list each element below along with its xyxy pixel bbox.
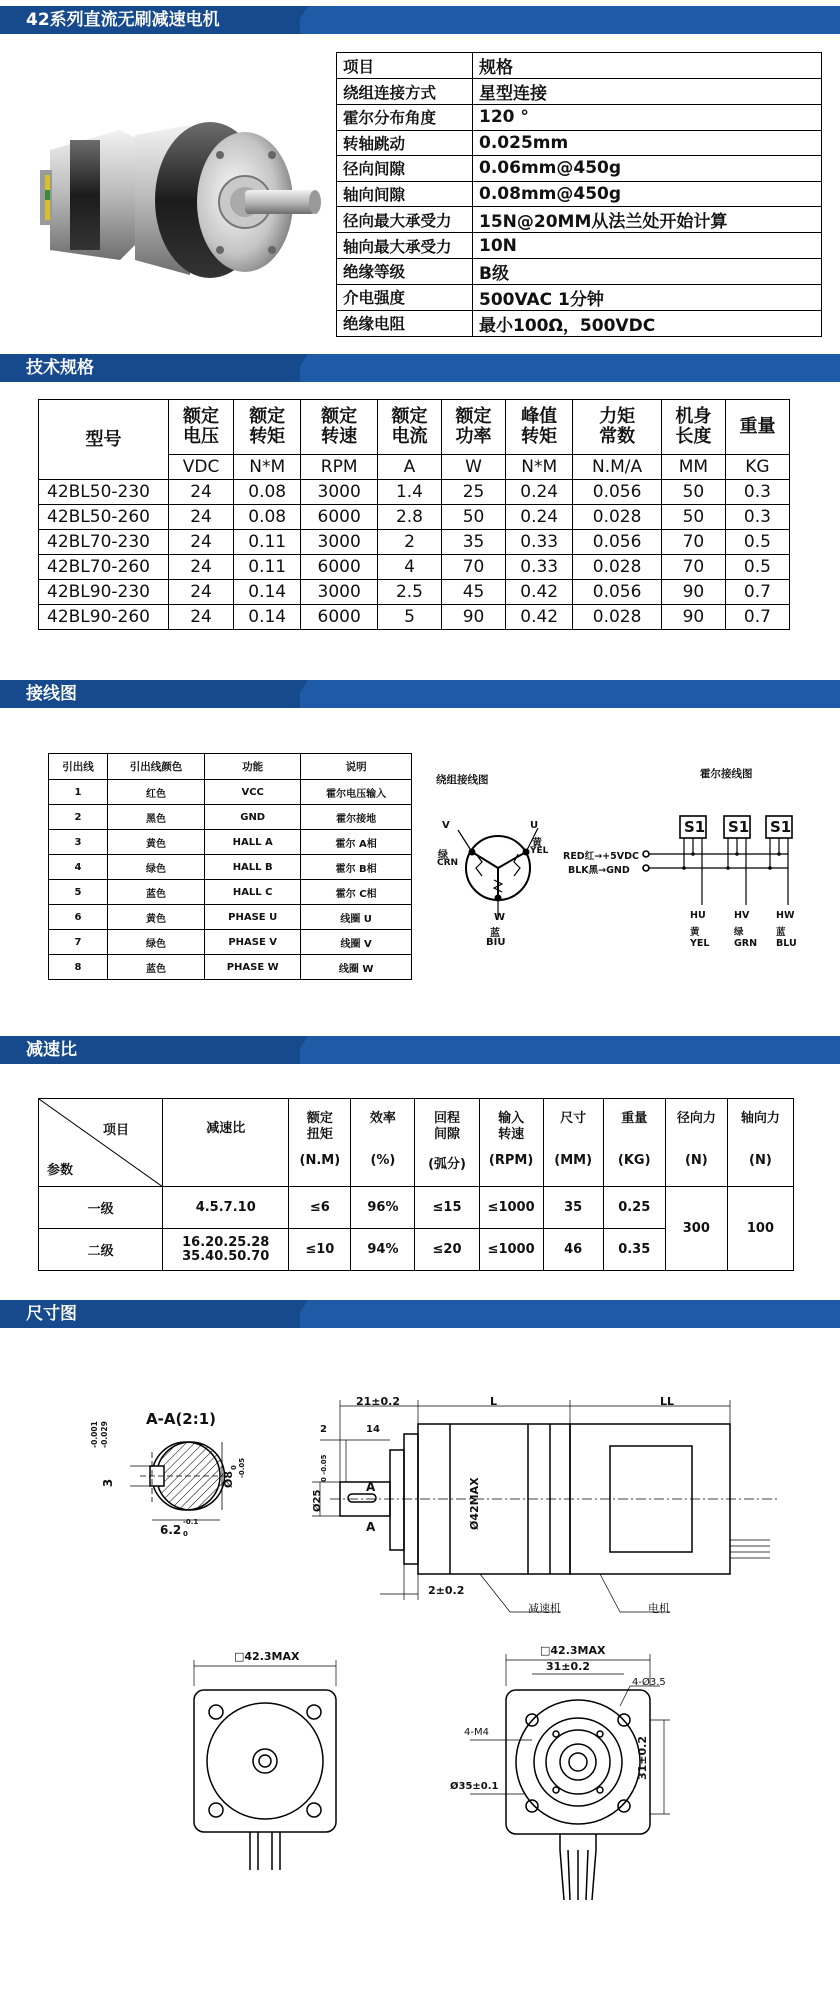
wiring-cell: PHASE U [205, 905, 301, 930]
tech-cell: 25 [442, 480, 506, 505]
spec-value: 规格 [473, 53, 822, 79]
dim-d25: Ø25 [312, 1489, 323, 1512]
tech-cell: 70 [442, 555, 506, 580]
spec-row [337, 207, 822, 233]
section-bar-wiring [0, 680, 840, 708]
tech-cell: 0.24 [506, 505, 573, 530]
dim-21: 21±0.2 [356, 1395, 401, 1408]
wiring-row [49, 880, 412, 905]
section-title-product: 42系列直流无刷减速电机 [26, 10, 220, 30]
wiring-cell: HALL C [205, 880, 301, 905]
tech-row [39, 580, 790, 605]
tech-cell: 0.056 [573, 530, 662, 555]
section-bar-reduction [0, 1036, 840, 1064]
reduction-header [727, 1099, 793, 1187]
tech-cell: 3000 [301, 480, 378, 505]
wiring-cell: 蓝色 [107, 955, 204, 980]
wiring-cell: PHASE W [205, 955, 301, 980]
dim-LL: LL [660, 1395, 675, 1408]
tech-header: 机身 长度 [661, 400, 725, 455]
winding-w-cn: 蓝 [490, 928, 500, 939]
wiring-cell: VCC [205, 780, 301, 805]
tech-row [39, 605, 790, 630]
winding-diagram-title: 绕组接线图 [436, 774, 489, 786]
spec-key: 项目 [337, 53, 473, 79]
tech-cell: 24 [169, 505, 234, 530]
wiring-cell: 霍尔接地 [301, 805, 412, 830]
tech-cell: 70 [661, 530, 725, 555]
tech-cell: 50 [661, 505, 725, 530]
spec-key: 轴向间隙 [337, 181, 473, 207]
tech-model-header: 型号 [39, 400, 169, 480]
tech-cell: 0.5 [725, 555, 789, 580]
tech-header: 峰值 转矩 [506, 400, 573, 455]
spec-row [337, 284, 822, 310]
hall-s1-b: S1 [728, 818, 750, 836]
tech-header: 额定 转矩 [234, 400, 301, 455]
dim-d8-tol: -0.05 [238, 1457, 246, 1478]
reduction-header-title: 尺寸 [560, 1111, 587, 1126]
wiring-row [49, 780, 412, 805]
spec-row [337, 258, 822, 284]
dim-sq-front: □42.3MAX [540, 1644, 606, 1657]
tech-header: 额定 电压 [169, 400, 234, 455]
tech-unit: RPM [301, 455, 378, 480]
dim-2: 2 [320, 1424, 327, 1435]
wiring-cell: 7 [49, 930, 108, 955]
reduction-row [39, 1187, 794, 1229]
section-bar-tech [0, 354, 840, 382]
reduction-header-title: 输入 转速 [498, 1111, 525, 1142]
wiring-row [49, 955, 412, 980]
reduction-cell: 0.35 [603, 1229, 665, 1271]
hall-diagram-title: 霍尔接线图 [700, 768, 753, 780]
wiring-cell: GND [205, 805, 301, 830]
wiring-cell: 8 [49, 955, 108, 980]
wiring-cell: 霍尔 C相 [301, 880, 412, 905]
tech-row [39, 505, 790, 530]
reduction-header-unit: (弧分) [428, 1157, 466, 1172]
section-label: A-A(2:1) [146, 1410, 217, 1428]
tech-unit: KG [725, 455, 789, 480]
spec-value: 15N@20MM从法兰处开始计算 [473, 207, 822, 233]
reduction-header-unit: (N.M) [299, 1153, 341, 1168]
tech-cell: 0.42 [506, 580, 573, 605]
tech-model: 42BL50-260 [39, 505, 169, 530]
hall-pin-label: GRN [734, 938, 758, 949]
reduction-header [603, 1099, 665, 1187]
dim-hole-3-5: 4-Ø3.5 [632, 1677, 666, 1688]
tech-header: 力矩 常数 [573, 400, 662, 455]
tech-row [39, 480, 790, 505]
reduction-cell: ≤1000 [479, 1187, 543, 1229]
spec-value: 星型连接 [473, 79, 822, 105]
tech-cell: 90 [661, 580, 725, 605]
section-title-reduction: 减速比 [26, 1040, 77, 1060]
reduction-header-title: 重量 [621, 1111, 648, 1126]
spec-value: 0.025mm [473, 130, 822, 156]
reduction-cell: 0.25 [603, 1187, 665, 1229]
tech-cell: 45 [442, 580, 506, 605]
dim-d8-tol0: 0 [230, 1465, 238, 1470]
reduction-ratio-header [163, 1099, 289, 1187]
wiring-cell: 线圈 V [301, 930, 412, 955]
tech-cell: 0.33 [506, 555, 573, 580]
reduction-header [479, 1099, 543, 1187]
reduction-header [415, 1099, 479, 1187]
tech-cell: 2 [377, 530, 441, 555]
wiring-cell: 线圈 U [301, 905, 412, 930]
tech-cell: 2.5 [377, 580, 441, 605]
dim-d42max: Ø42MAX [468, 1477, 481, 1530]
tech-cell: 0.08 [234, 505, 301, 530]
motor-photo [40, 110, 330, 290]
motor-label: 电机 [648, 1602, 670, 1615]
dim-d35: Ø35±0.1 [450, 1781, 499, 1792]
winding-u-cn: 黄 [532, 838, 542, 849]
wiring-cell: 黄色 [107, 905, 204, 930]
tech-cell: 3000 [301, 580, 378, 605]
wiring-header: 引出线 [49, 754, 108, 780]
tech-unit: N.M/A [573, 455, 662, 480]
tech-cell: 3000 [301, 530, 378, 555]
spec-row [337, 233, 822, 259]
hall-pin-label: HW [776, 910, 795, 921]
dim-3-tol-bot: -0.029 [100, 1421, 109, 1448]
shaft-section-drawing [100, 1410, 260, 1570]
reduction-cell: 94% [351, 1229, 415, 1271]
section-bar-dimensions [0, 1300, 840, 1328]
reduction-corner [39, 1099, 163, 1187]
reduction-header [289, 1099, 351, 1187]
tech-cell: 0.08 [234, 480, 301, 505]
tech-unit: A [377, 455, 441, 480]
tech-cell: 50 [442, 505, 506, 530]
wiring-cell: 3 [49, 830, 108, 855]
reduction-header-unit: (MM) [554, 1153, 593, 1168]
wiring-cell: 黄色 [107, 830, 204, 855]
reduction-corner-bottom: 参数 [47, 1163, 74, 1178]
wiring-cell: 霍尔电压输入 [301, 780, 412, 805]
reduction-radial: 300 [665, 1187, 727, 1271]
wiring-header: 说明 [301, 754, 412, 780]
tech-cell: 0.028 [573, 605, 662, 630]
section-bar-product [0, 6, 840, 34]
dim-sq-back: □42.3MAX [234, 1650, 300, 1663]
spec-value: 500VAC 1分钟 [473, 284, 822, 310]
hall-red-label: RED红→+5VDC [563, 851, 639, 862]
spec-value: 120 ° [473, 105, 822, 131]
tech-model: 42BL70-260 [39, 555, 169, 580]
tech-header: 额定 功率 [442, 400, 506, 455]
tech-cell: 50 [661, 480, 725, 505]
dim-A-top: A [366, 1480, 376, 1494]
wiring-cell: 霍尔 A相 [301, 830, 412, 855]
wiring-cell: 2 [49, 805, 108, 830]
dim-31-horizontal: 31±0.2 [546, 1660, 591, 1673]
spec-table [336, 52, 822, 337]
tech-model: 42BL90-230 [39, 580, 169, 605]
reduction-header-title: 回程 间隙 [434, 1111, 461, 1142]
spec-row [337, 310, 822, 336]
dim-A-bot: A [366, 1520, 376, 1534]
wiring-cell: 5 [49, 880, 108, 905]
spec-row [337, 79, 822, 105]
reduction-cell: 46 [543, 1229, 603, 1271]
wiring-row [49, 805, 412, 830]
winding-v-en: CRN [437, 858, 459, 868]
wiring-cell: 1 [49, 780, 108, 805]
reduction-cell: ≤10 [289, 1229, 351, 1271]
dim-3: 3 [101, 1478, 116, 1488]
winding-w-en: BIU [486, 937, 506, 948]
reduction-axial: 100 [727, 1187, 793, 1271]
dim-14: 14 [366, 1424, 380, 1435]
reduction-header [543, 1099, 603, 1187]
spec-value: 最小100Ω，500VDC [473, 310, 822, 336]
tech-cell: 90 [661, 605, 725, 630]
dim-d25-tol: 0 -0.05 [320, 1454, 328, 1482]
dim-3-tol-top: -0.001 [90, 1421, 99, 1448]
reduction-header-unit: (RPM) [488, 1153, 534, 1168]
wiring-row [49, 930, 412, 955]
reduction-header [665, 1099, 727, 1187]
tech-cell: 0.42 [506, 605, 573, 630]
tech-unit: VDC [169, 455, 234, 480]
winding-v-cn: 绿 [438, 850, 448, 861]
tech-cell: 24 [169, 605, 234, 630]
tech-cell: 0.056 [573, 480, 662, 505]
hall-pin-label: HU [690, 910, 706, 921]
tech-unit: N*M [234, 455, 301, 480]
dim-6-2-tol: -0.1 [183, 1518, 199, 1526]
hall-pin-label: YEL [690, 938, 710, 949]
hall-pin-label: 黄 [690, 927, 700, 938]
tech-cell: 0.056 [573, 580, 662, 605]
tech-cell: 24 [169, 480, 234, 505]
reduction-header-title: 额定 扭矩 [306, 1111, 333, 1142]
spec-row [337, 156, 822, 182]
wiring-header: 引出线颜色 [107, 754, 204, 780]
tech-cell: 0.7 [725, 580, 789, 605]
spec-value: 0.08mm@450g [473, 181, 822, 207]
hall-blk-label: BLK黑→GND [568, 865, 630, 876]
winding-diagram [430, 790, 570, 960]
dim-6-2-tol0: 0 [183, 1530, 188, 1538]
wiring-cell: 霍尔 B相 [301, 855, 412, 880]
tech-cell: 4 [377, 555, 441, 580]
wiring-cell: 黑色 [107, 805, 204, 830]
tech-cell: 0.11 [234, 555, 301, 580]
winding-u-label: U [530, 820, 539, 831]
tech-cell: 5 [377, 605, 441, 630]
winding-u-en: YEL [530, 846, 549, 856]
wiring-cell: 4 [49, 855, 108, 880]
tech-cell: 0.24 [506, 480, 573, 505]
wiring-cell: PHASE V [205, 930, 301, 955]
reduction-header-unit: (N) [684, 1153, 708, 1168]
spec-key: 绝缘电阻 [337, 310, 473, 336]
tech-cell: 35 [442, 530, 506, 555]
spec-key: 轴向最大承受力 [337, 233, 473, 259]
tech-unit: N*M [506, 455, 573, 480]
tech-cell: 6000 [301, 555, 378, 580]
tech-spec-table [38, 399, 790, 630]
hall-s1-c: S1 [770, 818, 792, 836]
tech-cell: 70 [661, 555, 725, 580]
reduction-header-unit: (%) [370, 1153, 396, 1168]
reduction-header-title: 效率 [369, 1111, 396, 1126]
tech-cell: 0.14 [234, 605, 301, 630]
tech-cell: 0.3 [725, 505, 789, 530]
reduction-header-unit: (N) [749, 1153, 772, 1168]
tech-cell: 6000 [301, 605, 378, 630]
wiring-cell: 绿色 [107, 855, 204, 880]
tech-header: 重量 [725, 400, 789, 455]
reduction-table [38, 1098, 794, 1271]
dim-6-2: 6.2 [160, 1523, 182, 1537]
reduction-cell: ≤6 [289, 1187, 351, 1229]
tech-model: 42BL90-260 [39, 605, 169, 630]
reduction-corner-top: 项目 [103, 1123, 130, 1138]
spec-key: 绝缘等级 [337, 258, 473, 284]
dim-2-0-2: 2±0.2 [428, 1584, 465, 1597]
reduction-cell: 96% [351, 1187, 415, 1229]
spec-key: 径向间隙 [337, 156, 473, 182]
spec-row [337, 53, 822, 79]
wiring-table [48, 753, 412, 980]
tech-row [39, 530, 790, 555]
winding-w-label: W [494, 912, 506, 923]
wiring-row [49, 905, 412, 930]
section-title-tech: 技术规格 [26, 358, 94, 378]
spec-row [337, 130, 822, 156]
wiring-cell: HALL B [205, 855, 301, 880]
tech-cell: 0.7 [725, 605, 789, 630]
wiring-cell: HALL A [205, 830, 301, 855]
hall-s1-a: S1 [684, 818, 706, 836]
tech-cell: 6000 [301, 505, 378, 530]
tech-unit: MM [661, 455, 725, 480]
wiring-cell: 绿色 [107, 930, 204, 955]
section-title-wiring: 接线图 [26, 684, 77, 704]
spec-key: 转轴跳动 [337, 130, 473, 156]
tech-cell: 0.3 [725, 480, 789, 505]
tech-cell: 1.4 [377, 480, 441, 505]
tech-cell: 24 [169, 555, 234, 580]
wiring-row [49, 855, 412, 880]
reduction-stage: 二级 [39, 1229, 163, 1271]
hall-pin-label: 绿 [734, 927, 744, 938]
tech-model: 42BL50-230 [39, 480, 169, 505]
tech-header-row [39, 400, 790, 455]
reduction-header-row [39, 1099, 794, 1187]
dim-31-vertical: 31±0.2 [636, 1735, 649, 1780]
reduction-header-title: 轴向力 [740, 1111, 780, 1126]
spec-row [337, 181, 822, 207]
dim-L: L [490, 1395, 498, 1408]
reduction-cell: ≤20 [415, 1229, 479, 1271]
dim-m4: 4-M4 [464, 1727, 489, 1738]
tech-cell: 0.028 [573, 505, 662, 530]
tech-cell: 24 [169, 580, 234, 605]
wiring-cell: 蓝色 [107, 880, 204, 905]
wiring-cell: 线圈 W [301, 955, 412, 980]
spec-value: 0.06mm@450g [473, 156, 822, 182]
section-title-dimensions: 尺寸图 [26, 1304, 77, 1324]
spec-value: B级 [473, 258, 822, 284]
reduction-cell: 35 [543, 1187, 603, 1229]
reducer-label: 减速机 [528, 1602, 561, 1615]
reduction-header-title: 径向力 [676, 1111, 716, 1126]
hall-pin-label: BLU [776, 938, 797, 949]
wiring-header: 功能 [205, 754, 301, 780]
reduction-header [351, 1099, 415, 1187]
tech-cell: 2.8 [377, 505, 441, 530]
wiring-cell: 6 [49, 905, 108, 930]
tech-cell: 24 [169, 530, 234, 555]
spec-value: 10N [473, 233, 822, 259]
tech-cell: 0.11 [234, 530, 301, 555]
wiring-cell: 红色 [107, 780, 204, 805]
reduction-cell: ≤15 [415, 1187, 479, 1229]
spec-key: 霍尔分布角度 [337, 105, 473, 131]
spec-key: 介电强度 [337, 284, 473, 310]
reduction-ratio: 4.5.7.10 [163, 1187, 289, 1229]
tech-cell: 0.14 [234, 580, 301, 605]
tech-cell: 0.5 [725, 530, 789, 555]
spec-row [337, 105, 822, 131]
tech-header: 额定 电流 [377, 400, 441, 455]
winding-v-label: V [442, 820, 450, 831]
hall-pin-label: 蓝 [776, 927, 786, 938]
reduction-cell: ≤1000 [479, 1229, 543, 1271]
tech-row [39, 555, 790, 580]
tech-cell: 90 [442, 605, 506, 630]
reduction-header-unit: (KG) [617, 1153, 651, 1168]
back-view-drawing [180, 1656, 350, 1876]
tech-cell: 0.33 [506, 530, 573, 555]
reduction-ratio-header-label: 减速比 [206, 1121, 246, 1136]
tech-model: 42BL70-230 [39, 530, 169, 555]
tech-header: 额定 转速 [301, 400, 378, 455]
tech-cell: 0.028 [573, 555, 662, 580]
hall-pin-label: HV [734, 910, 750, 921]
wiring-row [49, 830, 412, 855]
spec-key: 绕组连接方式 [337, 79, 473, 105]
reduction-stage: 一级 [39, 1187, 163, 1229]
reduction-ratio: 16.20.25.28 35.40.50.70 [163, 1229, 289, 1271]
tech-unit: W [442, 455, 506, 480]
spec-key: 径向最大承受力 [337, 207, 473, 233]
wiring-header-row [49, 754, 412, 780]
dim-d8: Ø8 [222, 1470, 235, 1488]
